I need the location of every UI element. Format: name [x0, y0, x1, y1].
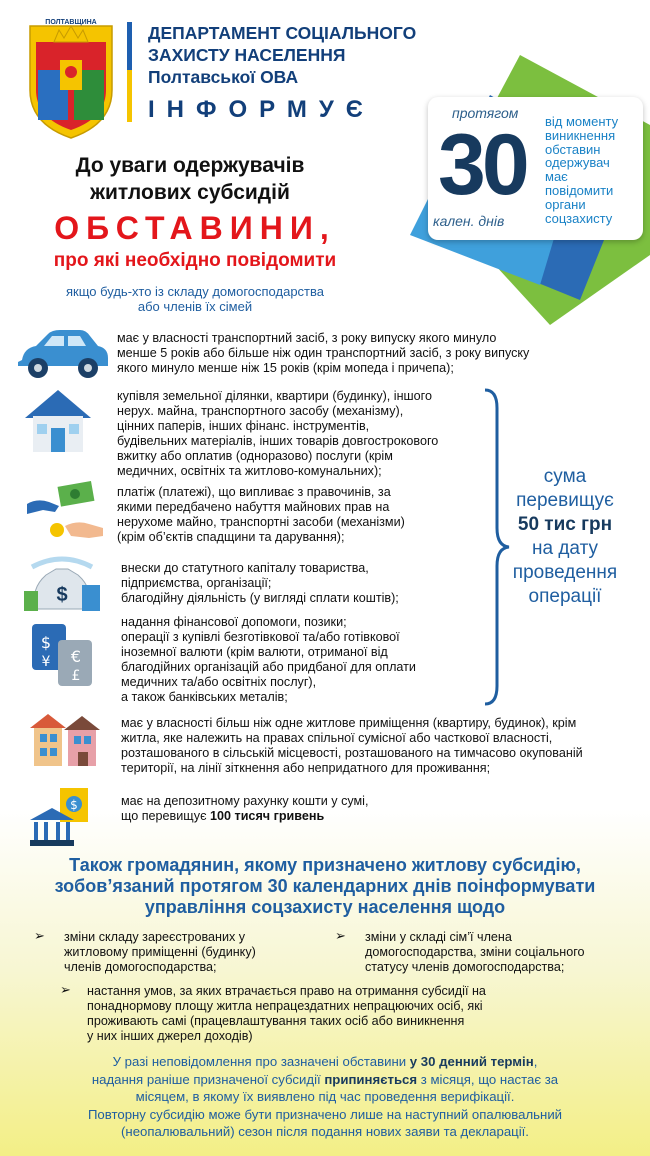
item-payment: платіж (платежі), що випливає з правочинів, за якими передбачено набуття майнових прав на нерухоме майно, транспортні засоби (механізми) (крім об’єктів спадщини та дарування);	[117, 485, 405, 544]
coat-of-arms-logo	[24, 12, 118, 140]
svg-text:$: $	[70, 798, 78, 812]
car-icon	[14, 326, 112, 382]
bullet-household-change: зміни складу зареєстрованих у житловому приміщенні (будинку) членів домогосподарства;	[64, 930, 256, 974]
svg-text:¥: ¥	[41, 654, 51, 670]
svg-text:$: $	[56, 584, 68, 606]
bullet-arrow-icon: ➢	[335, 928, 346, 943]
days-bottom-label: кален. днів	[433, 213, 505, 229]
attention-heading: До уваги одержувачів житлових субсидій	[75, 154, 305, 204]
days-note: від моменту виникнення обставин одержувач має повідомити органи соцзахисту	[545, 114, 619, 226]
money-bag-icon	[22, 555, 102, 615]
currency-icon	[30, 620, 94, 688]
circumstances-subtitle: про які необхідно повідомити	[53, 250, 337, 271]
bullet-family-change: зміни у складі сім’ї члена домогосподарства, зміни соціального статусу членів домогосподарства;	[365, 930, 585, 974]
department-name: ДЕПАРТАМЕНТ СОЦІАЛЬНОГО ЗАХИСТУ НАСЕЛЕННЯ Полтавської ОВА	[148, 23, 417, 87]
deposit-amount: 100 тисяч гривень	[210, 809, 325, 823]
bullet-arrow-icon: ➢	[60, 982, 71, 997]
days-number: 30	[438, 117, 526, 213]
svg-text:€: €	[70, 647, 82, 666]
final-warning: У разі неповідомлення про зазначені обставини у 30 денний термін, надання раніше призначеної субсидії припиняється з місяця, що настає за місяцем, в якому їх виявлено під час проведення верифікації. Повторну субсидію може бути призначено лише на наступний опалювальний (неопалювальний) сезон після подання нових заяви та декларації.	[87, 1054, 563, 1139]
svg-text:$: $	[40, 633, 52, 652]
item-deposit: має на депозитному рахунку кошти у сумі, що перевищує 100 тисяч гривень	[121, 794, 369, 823]
days-top-label: протягом	[452, 105, 519, 121]
bank-icon	[30, 786, 92, 848]
bullet-conditions: настання умов, за яких втрачається право на отримання субсидії на понаднормову площу житла непрацездатних непрацюючих осіб, які проживають самі (працевлаштування таких осіб або виникнення у них інших джерел доходів)	[87, 984, 486, 1043]
informs-heading: ІНФОРМУЄ	[148, 96, 375, 123]
header-bar-yellow	[127, 70, 132, 122]
sum-exceeds-block: сума перевищує 50 тис грн на дату проведення операції	[512, 466, 618, 607]
item-contribution: внески до статутного капіталу товариства, підприємства, організації; благодійну діяльність (у вигляді сплати коштів);	[121, 561, 399, 605]
header-bar-blue	[127, 22, 132, 70]
circumstances-note: якщо будь-хто із складу домогосподарства або членів їх сімей	[66, 284, 324, 314]
house-icon	[23, 388, 93, 454]
item-financial-aid: надання фінансової допомоги, позики; операції з купівлі безготівкової та/або готівкової іноземної валюти (крім валюти, отриманої від благодійних організацій або придбаної для оплати медичних та/або освітніх послуг), а також банківських металів;	[121, 615, 416, 704]
svg-text:£: £	[71, 668, 81, 684]
circumstances-title: ОБСТАВИНИ,	[54, 210, 336, 246]
obligation-heading: Також громадянин, якому призначено житлову субсидію, зобов’язаний протягом 30 календарних днів поінформувати управління соцзахисту населення щодо	[54, 855, 596, 917]
money-exchange-icon	[25, 480, 105, 550]
logo-caption: ПОЛТАВЩИНА	[45, 19, 97, 26]
houses-icon	[30, 712, 100, 768]
bullet-arrow-icon: ➢	[34, 928, 45, 943]
sum-amount: 50 тис грн	[517, 514, 613, 535]
item-purchase: купівля земельної ділянки, квартири (будинку), іншого нерух. майна, транспортного засобу (механізму), цінних паперів, інших фінанс. інструментів, будівельних матеріалів, інших товарів довгострокового вжитку або оплатив (одноразово) послуги (крім медичних, освітніх та житлово-комунальних);	[117, 389, 439, 478]
item-vehicle: має у власності транспортний засіб, з року випуску якого минуло менше 5 років або більше ніж один транспортний засіб, з року випуску якого минуло менше ніж 15 років (крім мопеда і причепа);	[117, 331, 530, 375]
item-housing: має у власності більш ніж одне житлове приміщення (квартиру, будинок), крім житла, яке належить на правах спільної сумісної або часткової власності, розташованого в сільській місцевості, розташованого на тимчасово окупованій території, на лінії зіткнення або непридатного для проживання;	[121, 716, 583, 775]
